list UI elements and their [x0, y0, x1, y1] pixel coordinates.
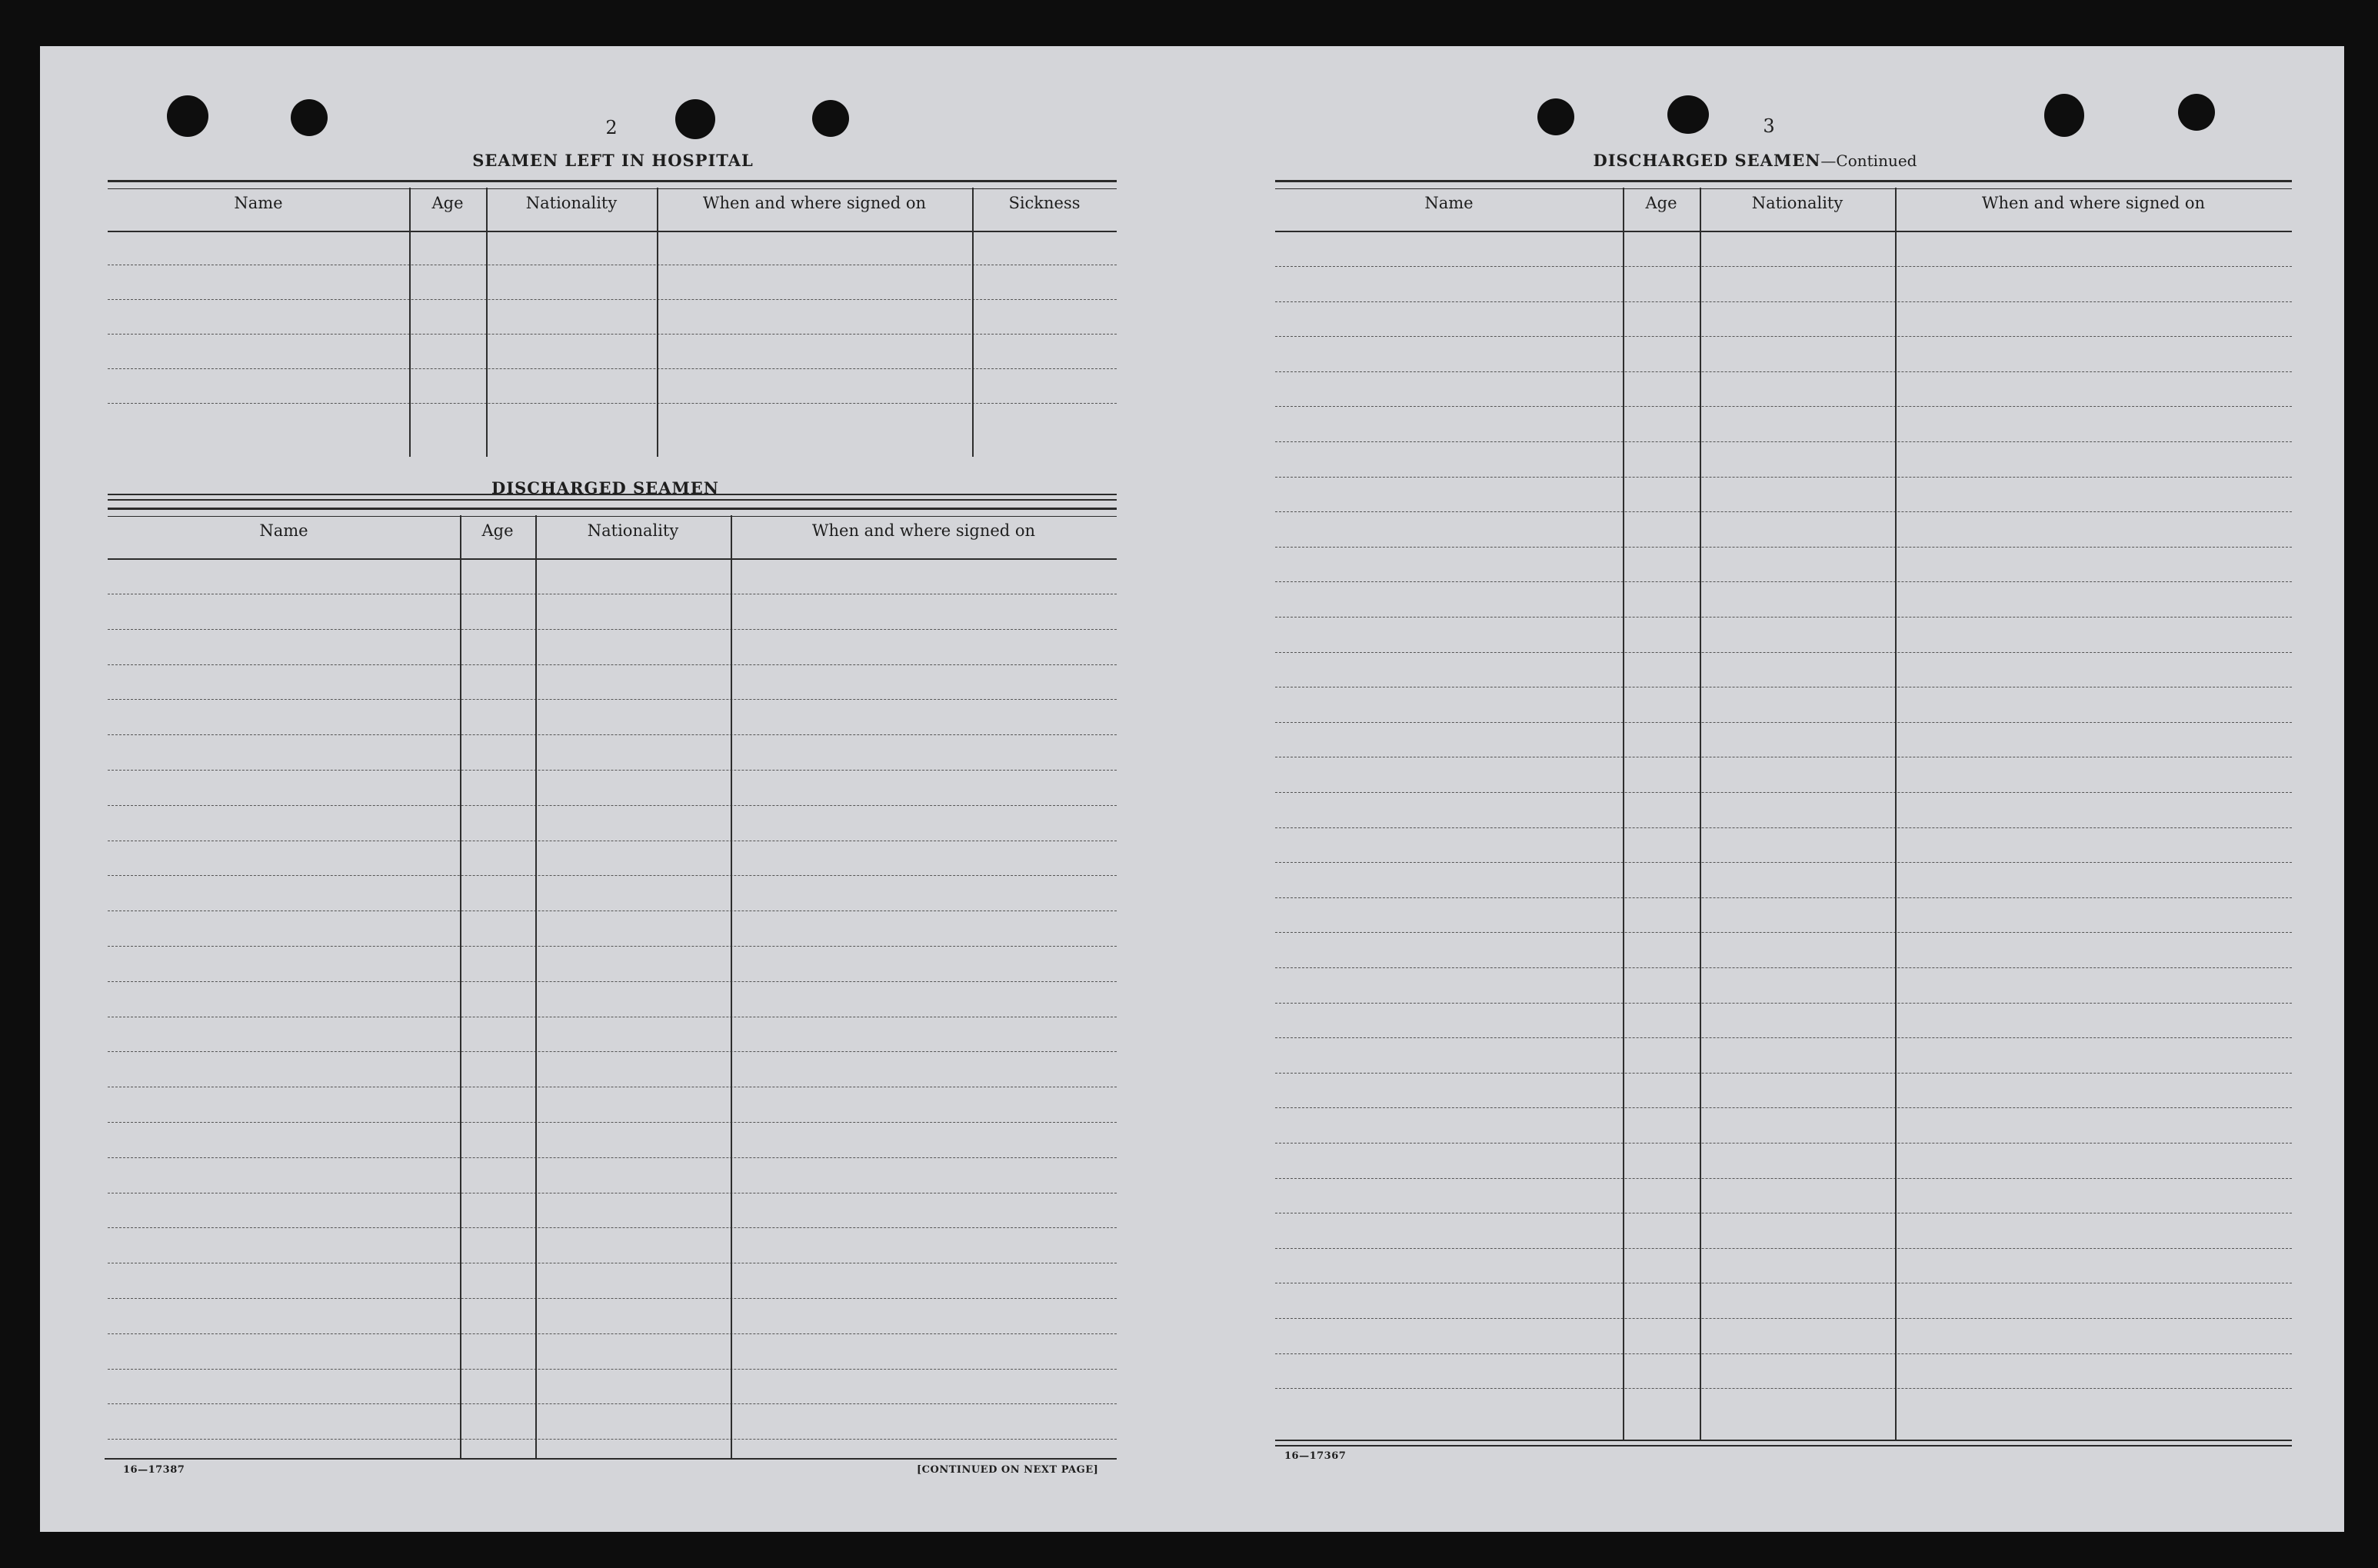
row-line	[108, 1333, 1117, 1334]
column-divider	[486, 188, 488, 457]
punch-hole	[291, 99, 328, 136]
table-top-rule	[1275, 180, 2292, 189]
row-line	[1275, 441, 2292, 442]
col-header-name: Name	[259, 521, 308, 540]
hospital-section-title: SEAMEN LEFT IN HOSPITAL	[472, 151, 754, 170]
col-header-name: Name	[234, 194, 283, 212]
header-rule	[108, 558, 1117, 560]
col-header-signed-on: When and where signed on	[1981, 194, 2206, 212]
punch-hole	[812, 100, 849, 137]
continued-note: [CONTINUED ON NEXT PAGE]	[917, 1464, 1099, 1476]
row-line	[1275, 827, 2292, 828]
column-divider	[657, 188, 658, 457]
row-line	[108, 368, 1117, 369]
column-divider	[1895, 188, 1897, 1441]
row-line	[108, 629, 1117, 630]
row-line	[1275, 1107, 2292, 1108]
column-divider	[409, 188, 411, 457]
column-divider	[460, 515, 461, 1460]
row-line	[1275, 336, 2292, 337]
header-rule	[1275, 231, 2292, 232]
col-header-age: Age	[431, 194, 464, 212]
row-line	[108, 981, 1117, 982]
col-header-age: Age	[481, 521, 514, 540]
row-line	[108, 1157, 1117, 1158]
table-top-rule	[108, 180, 1117, 189]
row-line	[1275, 932, 2292, 933]
hospital-table	[108, 180, 1117, 503]
table-top-rule	[108, 508, 1117, 517]
column-divider	[731, 515, 732, 1460]
row-line	[108, 334, 1117, 335]
row-line	[1275, 1143, 2292, 1144]
punch-hole	[2178, 94, 2215, 131]
row-line	[1275, 1178, 2292, 1179]
section-title-suffix: —Continued	[1820, 151, 1917, 170]
row-line	[108, 299, 1117, 300]
column-divider	[535, 515, 537, 1460]
row-line	[108, 1403, 1117, 1404]
col-header-age: Age	[1645, 194, 1677, 212]
row-line	[1275, 1073, 2292, 1074]
row-line	[108, 1051, 1117, 1052]
form-number-right: 16—17367	[1284, 1450, 1347, 1462]
discharged-section-title: DISCHARGED SEAMEN	[491, 478, 719, 498]
row-line	[108, 734, 1117, 735]
col-header-name: Name	[1424, 194, 1474, 212]
discharged-continued-title	[1594, 151, 1917, 170]
row-line	[1275, 266, 2292, 267]
form-number-left: 16—17387	[123, 1464, 185, 1476]
row-line	[108, 770, 1117, 771]
row-line	[1275, 722, 2292, 723]
row-line	[1275, 617, 2292, 618]
row-line	[1275, 477, 2292, 478]
row-line	[1275, 1248, 2292, 1249]
header-rule	[108, 231, 1117, 232]
col-header-nationality: Nationality	[525, 194, 618, 212]
column-divider	[1623, 188, 1624, 1441]
row-line	[1275, 897, 2292, 898]
section-title-text: DISCHARGED SEAMEN	[1593, 151, 1821, 170]
col-header-nationality: Nationality	[587, 521, 679, 540]
column-divider	[1700, 188, 1701, 1441]
col-header-nationality: Nationality	[1751, 194, 1843, 212]
punch-hole	[167, 95, 208, 137]
row-line	[1275, 1353, 2292, 1354]
row-line	[108, 664, 1117, 665]
col-header-signed-on: When and where signed on	[702, 194, 927, 212]
page-number-right: 3	[1763, 115, 1775, 137]
punch-hole	[675, 99, 715, 139]
table-bottom-rule	[1275, 1440, 2292, 1446]
punch-hole	[1667, 95, 1709, 134]
row-line	[1275, 862, 2292, 863]
row-line	[1275, 1388, 2292, 1389]
row-line	[108, 699, 1117, 700]
row-line	[108, 1227, 1117, 1228]
row-line	[108, 946, 1117, 947]
row-line	[108, 1298, 1117, 1299]
row-line	[108, 1122, 1117, 1123]
row-line	[1275, 406, 2292, 407]
punch-hole	[2044, 94, 2084, 137]
page-number-left: 2	[605, 117, 618, 138]
row-line	[1275, 547, 2292, 548]
row-line	[1275, 581, 2292, 582]
row-line	[1275, 792, 2292, 793]
discharged-table	[108, 508, 1117, 1452]
row-line	[1275, 1003, 2292, 1004]
discharged-continued-table	[1275, 180, 2292, 1441]
row-line	[1275, 511, 2292, 512]
form-sheet	[40, 46, 2344, 1532]
column-divider	[972, 188, 974, 457]
row-line	[1275, 1037, 2292, 1038]
row-line	[108, 403, 1117, 404]
row-line	[1275, 652, 2292, 653]
row-line	[108, 805, 1117, 806]
bottom-rule	[105, 1458, 1117, 1460]
row-line	[108, 1369, 1117, 1370]
col-header-sickness: Sickness	[1008, 194, 1081, 212]
col-header-signed-on: When and where signed on	[811, 521, 1036, 540]
row-line	[108, 875, 1117, 876]
punch-hole	[1537, 98, 1574, 135]
row-line	[108, 1439, 1117, 1440]
row-line	[1275, 301, 2292, 302]
row-line	[1275, 1318, 2292, 1319]
row-line	[1275, 967, 2292, 968]
row-line	[1275, 371, 2292, 372]
